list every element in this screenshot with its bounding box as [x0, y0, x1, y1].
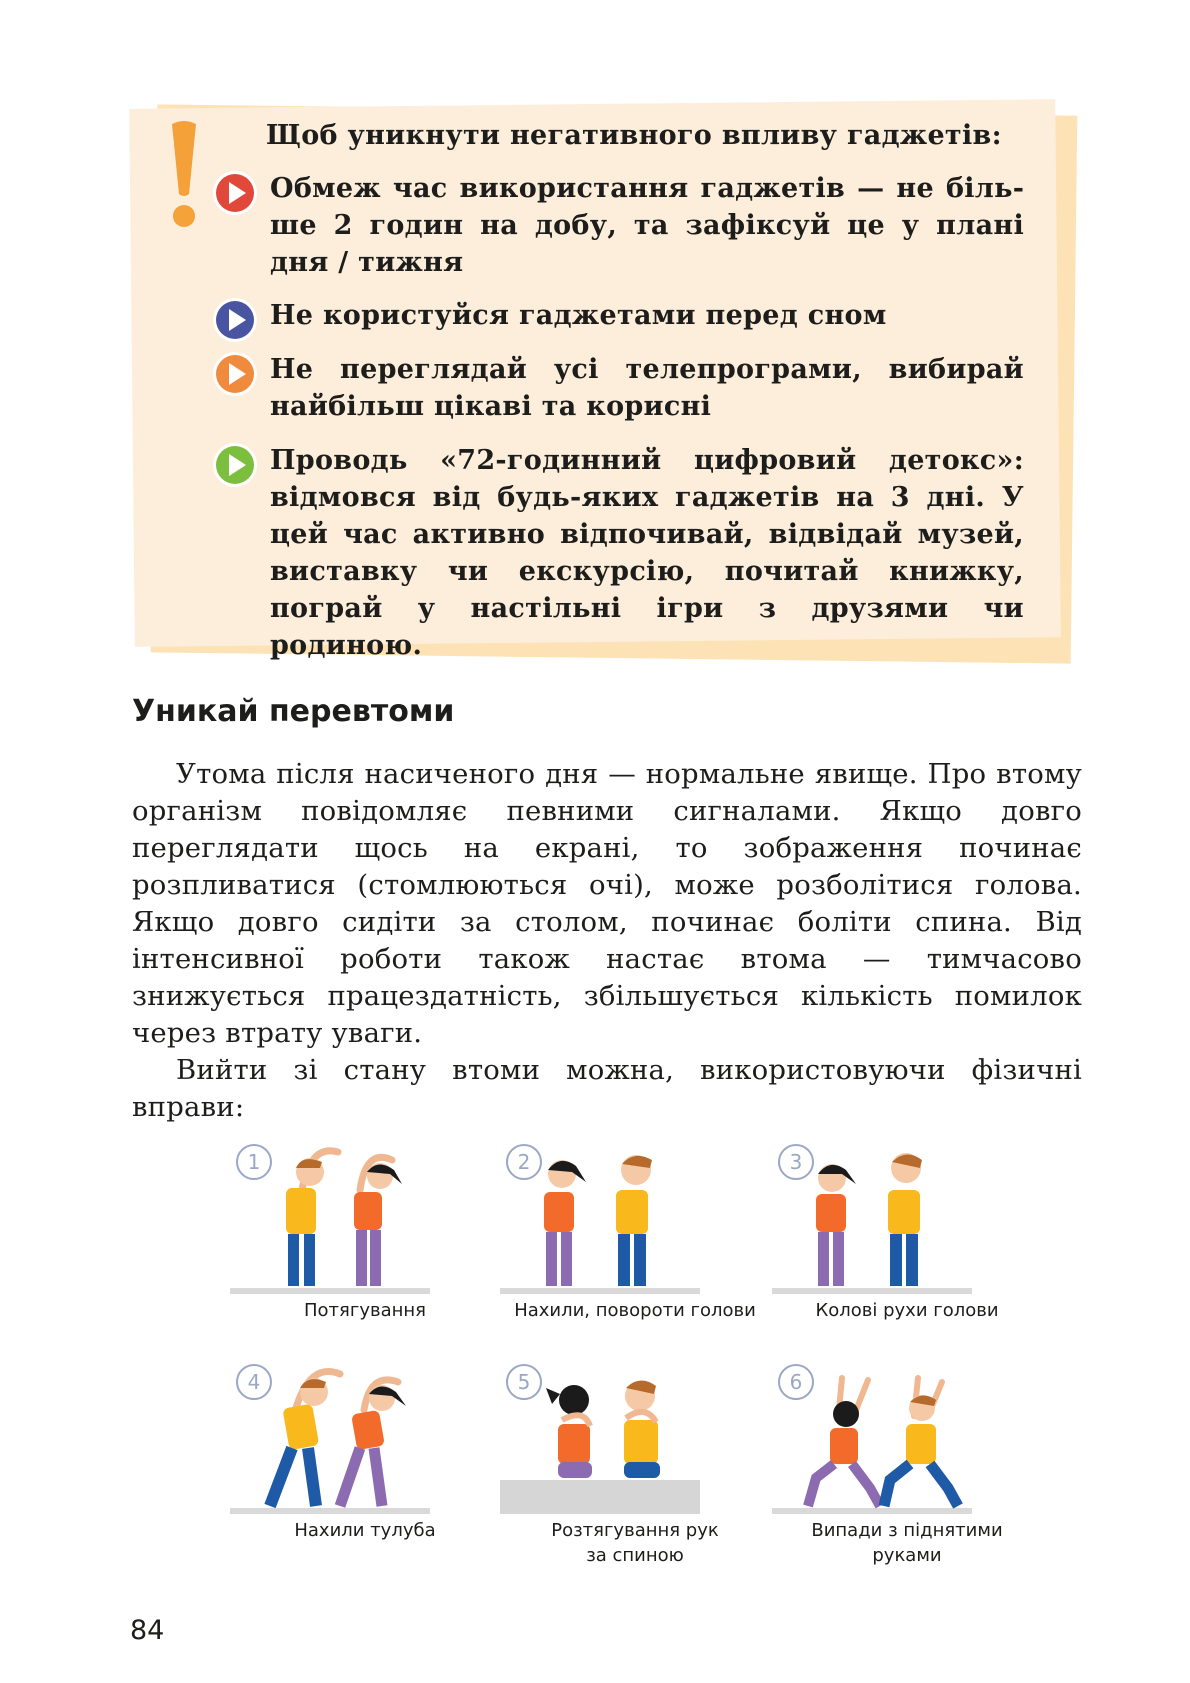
caption-line: Випади з піднятими	[811, 1520, 1003, 1541]
play-bullet-icon	[212, 297, 258, 343]
exercise-illustration	[772, 1138, 1042, 1298]
exercise-number: 3	[789, 1150, 803, 1174]
exercise-number: 4	[247, 1370, 261, 1394]
tip-item-digital-detox	[212, 442, 1024, 664]
caption-line: за спиною	[586, 1545, 684, 1566]
exercise-arm-stretch-behind-back	[500, 1358, 770, 1568]
exercise-number: 2	[517, 1150, 531, 1174]
tip-item-no-gadgets-before-sleep	[212, 297, 1024, 334]
exercise-illustration	[772, 1358, 1042, 1518]
tip-item-limit-time	[212, 170, 1024, 281]
paragraph-fatigue: Утома після насиченого дня — нормальне явище. Про втому організм повідомляє певними сигналами. Якщо довго переглядати щось на екрані, то зображення починає розпливатися (стомлюються очі), може розболітися голова. Якщо довго сидіти за столом, починає боліти спина. Від інтенсивної роботи також настає втома — тимчасово знижується працездатність, збільшується кількість помилок через втрату уваги.	[132, 758, 1082, 1049]
caption-line: Колові рухи голови	[815, 1300, 999, 1321]
tip-title: Щоб уникнути негативного впливу гаджетів:	[266, 120, 1002, 151]
exercise-number: 5	[517, 1370, 531, 1394]
play-bullet-icon	[212, 351, 258, 397]
exercise-caption	[500, 1298, 770, 1323]
page-number: 84	[130, 1615, 165, 1646]
play-bullet-icon	[212, 442, 258, 488]
caption-line: Розтягування рук	[551, 1520, 719, 1541]
exercise-illustration	[500, 1358, 770, 1518]
exercise-head-tilts	[500, 1138, 770, 1348]
exercise-caption	[772, 1298, 1042, 1323]
tip-item-text: Проводь «72-годинний цифровий детокс»: відмовся від будь-яких гаджетів на 3 дні. У цей час активно відпочивай, відвідай музей, виставку чи екскурсію, почитай книжку, пограй у настільні ігри з друзями чи родиною.	[270, 445, 1024, 661]
caption-line: Потягування	[304, 1300, 426, 1321]
exercise-lunges-raised-arms	[772, 1358, 1042, 1568]
exercise-illustration	[230, 1358, 500, 1518]
caption-line: руками	[872, 1545, 942, 1566]
exercise-illustration	[230, 1138, 500, 1298]
exercise-caption	[500, 1518, 770, 1568]
exercise-number: 1	[247, 1150, 261, 1174]
tip-item-text: Обмеж час використання гаджетів — не більше 2 годин на добу, та зафіксуй це у плані дня / тижня	[270, 173, 1024, 278]
tip-item-text: Не користуйся гаджетами перед сном	[270, 300, 887, 331]
exercise-number: 6	[789, 1370, 803, 1394]
exercise-caption	[230, 1518, 500, 1543]
tip-item-text: Не переглядай усі телепрограми, вибирай найбільш цікаві та корисні	[270, 354, 1024, 422]
exercise-caption	[230, 1298, 500, 1323]
exercise-head-circles	[772, 1138, 1042, 1348]
exercise-stretching	[230, 1138, 500, 1348]
exercise-illustration	[500, 1138, 770, 1298]
paragraph-exercises-intro: Вийти зі стану втоми можна, використовуючи фізичні вправи:	[132, 1054, 1082, 1123]
exercise-caption	[772, 1518, 1042, 1568]
tip-item-tv-programs	[212, 351, 1024, 425]
exercise-torso-bends	[230, 1358, 500, 1568]
caption-line: Нахили тулуба	[294, 1520, 436, 1541]
caption-line: Нахили, повороти голови	[514, 1300, 756, 1321]
play-bullet-icon	[212, 170, 258, 216]
section-title: Уникай перевтоми	[132, 694, 455, 729]
exclamation-icon	[166, 118, 202, 230]
